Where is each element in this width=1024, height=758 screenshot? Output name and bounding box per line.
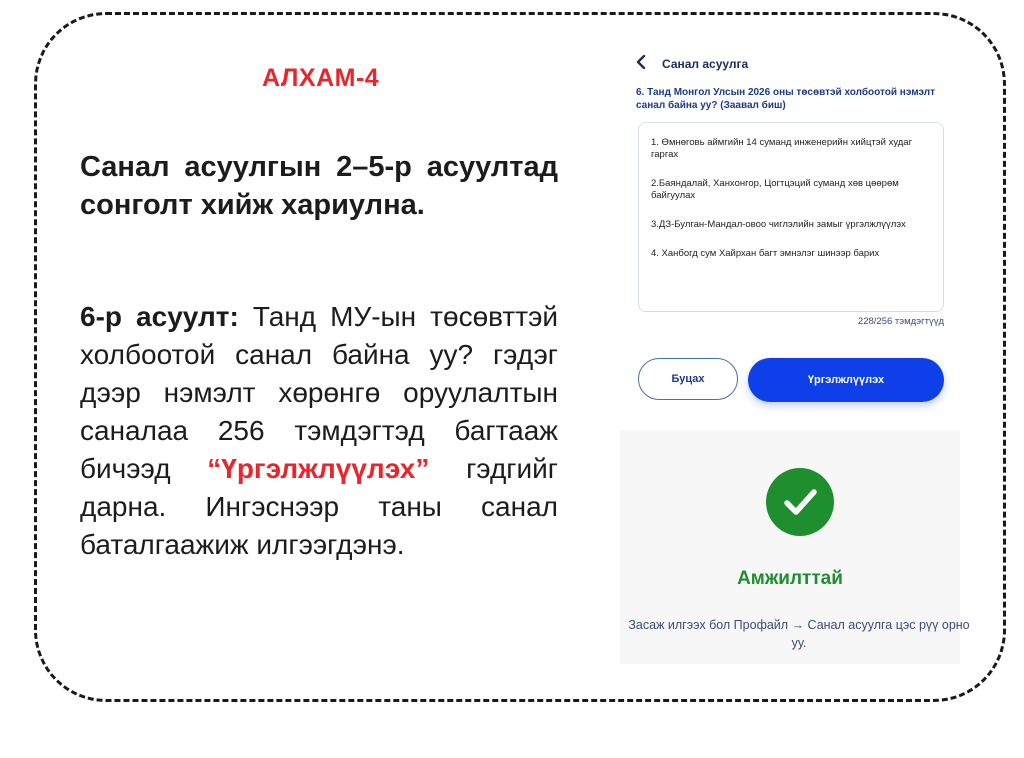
profile-note: Засаж илгээх бол Профайл → Санал асуулга цэс рүү орно уу.: [628, 618, 970, 650]
success-panel: [620, 430, 970, 664]
char-counter: 228/256 тэмдэгтүүд: [857, 316, 944, 327]
body-instruction: [80, 298, 558, 564]
continue-button[interactable]: Үргэлжлүүлэх: [748, 358, 944, 402]
success-text: Амжилттай: [737, 568, 843, 589]
question-text: 6. Танд Монгол Улсын 2026 оны төсөвтэй холбоотой нэмэлт санал байна уу? (Заавал биш): [636, 87, 936, 111]
back-button[interactable]: Буцах: [638, 358, 738, 400]
lead-instruction: Санал асуулгын 2–5-р асуултад сонголт хийж хариулна.: [80, 151, 558, 221]
answer-line: 1. Өмнөговь аймгийн 14 суманд инженерийн хийцтэй худаг гаргах: [651, 137, 913, 160]
nav-title: Санал асуулга: [662, 57, 749, 71]
body-part-2: гэдгийг дарна. Ингэснээр таны санал баталгаажиж илгээгдэнэ.: [80, 453, 558, 560]
question-label: 6-р асуулт:: [80, 301, 239, 332]
answer-textarea[interactable]: [638, 122, 944, 312]
body-part-1: Танд МУ-ын төсөвттэй холбоотой санал байна уу? гэдэг дээр нэмэлт хөрөнгө оруулалтын саналаа 256 тэмдэгтэд багтааж бичээд: [80, 301, 558, 484]
check-icon: [766, 468, 834, 536]
chevron-left-icon[interactable]: [636, 54, 648, 74]
answer-line: 4. Ханбогд сум Хайрхан багт эмнэлэг шинээр барих: [651, 248, 880, 259]
answer-line: 3.ДЗ-Булган-Мандал-овоо чиглэлийн замыг үргэлжлүүлэх: [651, 219, 906, 230]
nav-bar: [636, 54, 748, 74]
step-title: АЛХАМ-4: [262, 64, 380, 92]
phone-screenshot: [620, 44, 970, 664]
continue-highlight: “Үргэлжлүүлэх”: [207, 453, 430, 484]
answer-line: 2.Баяндалай, Ханхонгор, Цогтцэций суманд хөв цөөрөм байгуулах: [651, 178, 899, 201]
